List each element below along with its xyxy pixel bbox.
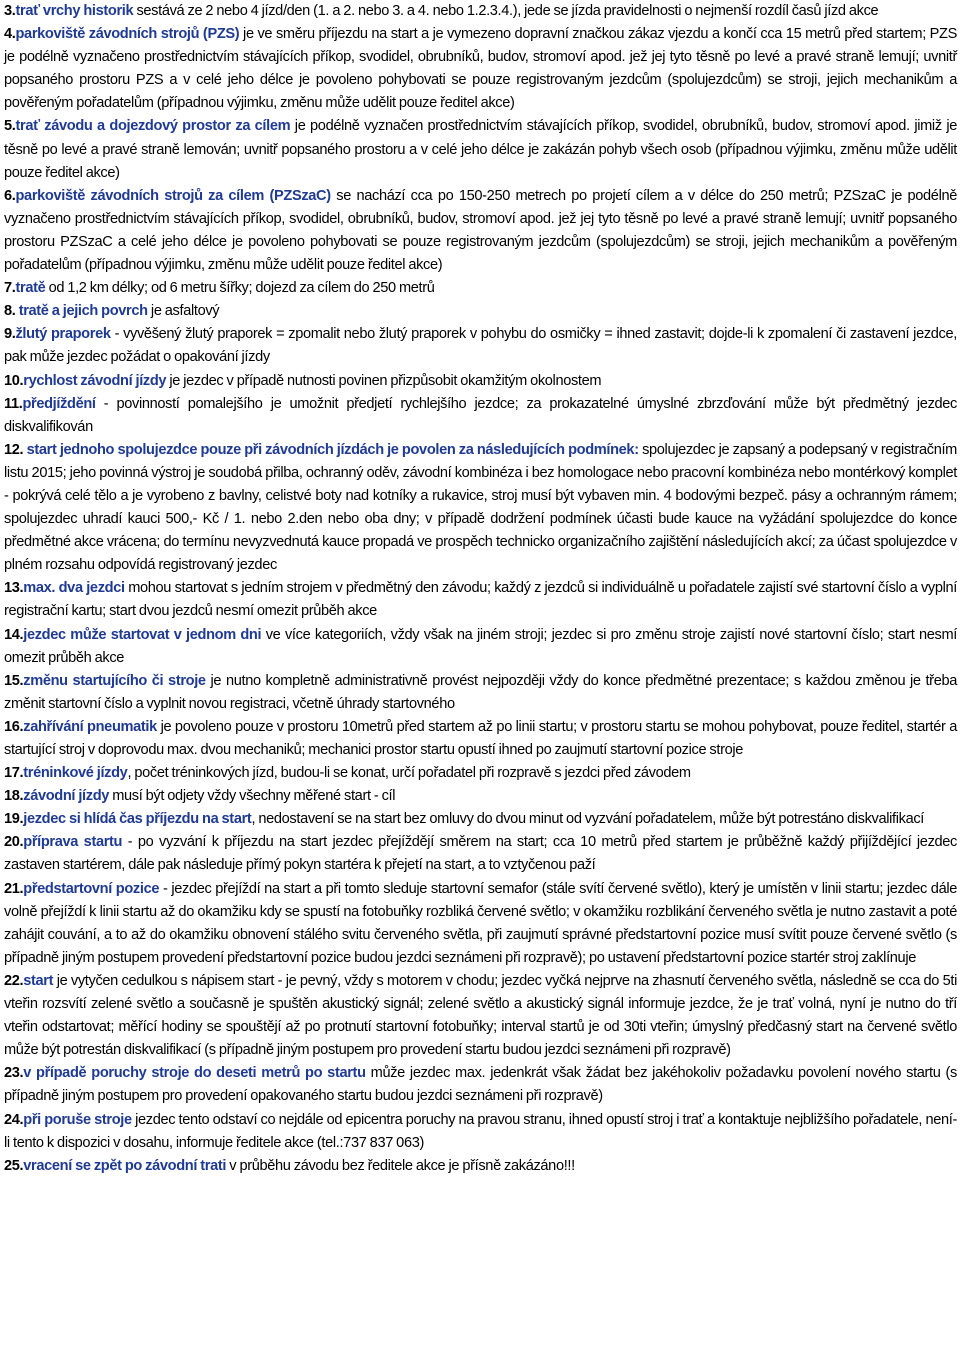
rule-paragraph bbox=[4, 439, 957, 578]
rule-number: 7. bbox=[4, 280, 16, 297]
rule-heading: start jednoho spolujezdce pouze při závodních jízdách je povolen za následujících podmínek: bbox=[26, 441, 639, 458]
rule-paragraph bbox=[4, 808, 957, 831]
rule-paragraph bbox=[4, 1109, 957, 1155]
rule-text: - po vyzvání k příjezdu na start jezdec přejíždějí směrem na start; cca 10 metrů před startem je průběžně každý přijíždějící jezdec zastaven startérem, dále pak následuje přímý pokyn startéra k přejetí na start, a to vztyčenou paží bbox=[4, 834, 957, 874]
rule-text: ve více kategoriích, vždy však na jiném stroji; jezdec si pro změnu stroje zajistí nové startovní číslo; start nesmí omezit průběh akce bbox=[4, 626, 957, 666]
rule-paragraph bbox=[4, 1062, 957, 1108]
rule-paragraph bbox=[4, 185, 957, 277]
rule-paragraph bbox=[4, 23, 957, 115]
rule-heading: rychlost závodní jízdy bbox=[23, 372, 167, 389]
rule-text: spolujezdec je zapsaný a podepsaný v registračním listu 2015; jeho povinná výstroj je soudobá přilba, ochranný oděv, závodní kombinéza i bez homologace nebo pracovní kombinéza nebo montérkový komplet - pokrývá celé tělo a je vyrobeno z bavlny, celistvé boty nad kotníky a rukavice, stroj musí být vybaven min. 4 bodovými bezpeč. pásy a ochranným rámem; spolujezdec uhradí kauci 500,- Kč / 1. nebo 2.den nebo oba dny; v případě dodržení podmínek účasti bude kauce na vyžádání spolujezdce do konce předmětné akce vrácena; do termínu nevyzvednutá kauce propadá ve prospěch technicko organizačního zajištění následujících akcí; za účast spolujezdce v plném rozsahu odpovídá registrovaný jezdec bbox=[4, 441, 957, 574]
rule-paragraph bbox=[4, 323, 957, 369]
rule-paragraph bbox=[4, 762, 957, 785]
rule-text: je ve směru příjezdu na start a je vymezeno dopravní značkou zákaz vjezdu a končí cca 15 metrů před startem; PZS je podélně vyznačeno prostřednictvím stávajících příkop, svodidel, obrubníků, budov, stromoví apod. jež jej tyto těsně po levé a pravé straně lemují; uvnitř popsaného prostoru PZS a v celé jeho délce je povoleno pohybovati se pouze registrovaným jezdcům (spolujezdcům) se stroji, jejich mechanikům a pověřeným pořadatelům (případnou výjimku, změnu může udělit pouze ředitel akce) bbox=[4, 26, 957, 112]
rule-text: je asfaltový bbox=[147, 303, 220, 320]
rule-heading: příprava startu bbox=[23, 834, 123, 851]
rule-paragraph bbox=[4, 300, 957, 323]
rule-paragraph bbox=[4, 831, 957, 877]
rule-heading: max. dva jezdci bbox=[23, 580, 125, 597]
rule-number: 24. bbox=[4, 1111, 24, 1128]
rule-number: 21. bbox=[4, 880, 24, 897]
rule-number: 18. bbox=[4, 788, 24, 805]
rule-text: , nedostavení se na start bez omluvy do dvou minut od vyzvání pořadatelem, může být potrestáno diskvalifikací bbox=[251, 811, 925, 828]
rule-paragraph bbox=[4, 277, 957, 300]
rule-number: 4. bbox=[4, 26, 16, 43]
rule-number: 15. bbox=[4, 672, 24, 689]
rule-heading: trať vrchy historik bbox=[15, 3, 134, 19]
rule-text: může jezdec max. jedenkrát však žádat bez jakéhokoliv požadavku povolení nového startu (s případně jiným postupem pro provedení opakovaného startu budou jezdci seznámeni při rozpravě) bbox=[4, 1065, 957, 1105]
rule-number: 6. bbox=[4, 187, 16, 204]
rule-number: 8. bbox=[4, 303, 19, 320]
rule-heading: vracení se zpět po závodní trati bbox=[23, 1157, 227, 1174]
rule-paragraph bbox=[4, 624, 957, 670]
rule-number: 19. bbox=[4, 811, 24, 828]
rule-paragraph bbox=[4, 670, 957, 716]
rule-text: je povoleno pouze v prostoru 10metrů před startem až po linii startu; v prostoru startu se mohou pohybovat, pouze ředitel, startér a startující stroj v doprovodu max. dvou mechaniků; mechanici prostor startu opustí ihned po zaujmutí startovní pozice stroje bbox=[4, 718, 957, 758]
rule-number: 16. bbox=[4, 718, 24, 735]
rule-text: mohou startovat s jedním strojem v předmětný den závodu; každý z jezdců si individuálně u pořadatele zajistí své startovní číslo a vyplní registrační kartu; start dvou jezdců nesmí omezit průběh akce bbox=[4, 580, 958, 620]
rule-text: , počet tréninkových jízd, budou-li se konat, určí pořadatel při rozpravě s jezdci před závodem bbox=[127, 765, 691, 782]
rule-heading: tratě bbox=[15, 280, 46, 297]
rule-paragraph bbox=[4, 970, 957, 1062]
rule-number: 17. bbox=[4, 765, 24, 782]
rule-number: 25. bbox=[4, 1157, 24, 1174]
rule-paragraph bbox=[4, 785, 957, 808]
rule-heading: v případě poruchy stroje do deseti metrů po startu bbox=[23, 1065, 366, 1082]
rule-heading: předjíždění bbox=[22, 395, 96, 412]
rule-paragraph bbox=[4, 0, 957, 23]
rule-paragraph bbox=[4, 115, 957, 184]
rule-text: v průběhu závodu bez ředitele akce je přísně zakázáno!!! bbox=[226, 1157, 575, 1174]
rule-heading: parkoviště závodních strojů (PZS) bbox=[15, 26, 240, 43]
rule-heading: tréninkové jízdy bbox=[23, 765, 128, 782]
rule-paragraph bbox=[4, 577, 957, 623]
rule-heading: tratě a jejich povrch bbox=[18, 303, 148, 320]
rule-text: jezdec tento odstaví co nejdále od epicentra poruchy na pravou stranu, ihned opustí stroj i trať a kontaktuje nejbližšího pořadatele, není-li tento k dispozici v dosahu, informuje ředitele akce (tel.:737 837 063) bbox=[4, 1111, 957, 1151]
rule-heading: změnu startujícího či stroje bbox=[23, 672, 206, 689]
rule-text: - povinností pomalejšího je umožnit předjetí rychlejšího jezdce; za prokazatelné úmyslné zbrzďování může být předmětný jezdec diskvalifikován bbox=[4, 395, 957, 435]
rule-text: - vyvěšený žlutý praporek = zpomalit nebo žlutý praporek v pohybu do osmičky = ihned zastavit; dojde-li k zpomalení či zastavení jezdce, pak může jezdec požádat o opakování jízdy bbox=[4, 326, 957, 366]
rule-number: 5. bbox=[4, 118, 16, 135]
rule-text: je jezdec v případě nutnosti povinen přizpůsobit okamžitým okolnostem bbox=[166, 372, 602, 389]
rule-number: 11. bbox=[4, 395, 23, 412]
rule-text: je nutno kompletně administrativně provést nejpozději vždy do konce předmětné prezentace; s každou změnou je třeba změnit startovní číslo a vyplnit novou registraci, včetně úhrady startovného bbox=[4, 672, 957, 712]
rule-heading: žlutý praporek bbox=[15, 326, 111, 343]
rule-text: je podélně vyznačen prostřednictvím stávajících příkop, svodidel, obrubníků, budov, stromoví apod. jimiž je těsně po levé a pravé straně lemován; uvnitř popsaného prostoru a v celé jeho délce je zakázán pohyb všech osob (případnou výjimku, změnu může udělit pouze ředitel akce) bbox=[4, 118, 958, 181]
rule-text: sestává ze 2 nebo 4 jízd/den (1. a 2. nebo 3. a 4. nebo 1.2.3.4.), jede se jízda pravidelnosti o nejmenší rozdíl časů jízd akce bbox=[133, 3, 879, 19]
rule-number: 20. bbox=[4, 834, 24, 851]
rule-heading: předstartovní pozice bbox=[23, 880, 160, 897]
rule-text: od 1,2 km délky; od 6 metru šířky; dojezd za cílem do 250 metrů bbox=[45, 280, 435, 297]
rule-text: se nachází cca po 150-250 metrech po projetí cílem a v délce do 250 metrů; PZSzaC je podélně vyznačeno prostřednictvím stávajících příkop, svodidel, obrubníků, budov, stromoví apod. jež jej tyto těsně po levé a pravé straně lemují; uvnitř popsaného prostoru PZSzaC a celé jeho délce je povoleno pohybovati se pouze registrovaným jezdcům (spolujezdcům) se stroji, jejich mechanikům a pověřeným pořadatelům (případnou výjimku, změnu může udělit pouze ředitel akce) bbox=[4, 187, 957, 274]
rule-heading: start bbox=[23, 972, 54, 989]
rule-text: musí být odjety vždy všechny měřené start - cíl bbox=[109, 788, 396, 805]
rule-paragraph bbox=[4, 878, 957, 970]
rules-list bbox=[4, 0, 957, 1178]
rule-number: 3. bbox=[4, 3, 16, 19]
rule-heading: trať závodu a dojezdový prostor za cílem bbox=[15, 118, 291, 135]
rule-heading: parkoviště závodních strojů za cílem (PZSzaC) bbox=[15, 187, 331, 204]
rule-heading: zahřívání pneumatik bbox=[23, 718, 157, 735]
rule-heading: jezdec si hlídá čas příjezdu na start bbox=[23, 811, 252, 828]
rule-number: 9. bbox=[4, 326, 16, 343]
rule-number: 10. bbox=[4, 372, 24, 389]
rule-text: je vytyčen cedulkou s nápisem start - je pevný, vždy s motorem v chodu; jezdec vyčká nejprve na zhasnutí červeného světla, následně se cca do 5ti vteřin rozsvítí zelené světlo a současně je spuštěn akustický signál; zelené světlo a akustický signál informuje jezdce, že je trať volná, nyní je nutno do tří vteřin odstartovat; měřící hodiny se spouštějí až po protnutí startovní fotobuňky; interval startů je od 30ti vteřin; úmyslný předčasný start na červené světlo může být potrestán diskvalifikací (s případně jiným postupem pro provedení startu budou jezdci seznámeni při rozpravě) bbox=[4, 972, 957, 1059]
rule-number: 14. bbox=[4, 626, 24, 643]
rule-paragraph bbox=[4, 393, 957, 439]
rule-heading: při poruše stroje bbox=[23, 1111, 132, 1128]
rule-number: 22. bbox=[4, 972, 24, 989]
rule-paragraph bbox=[4, 370, 957, 393]
rule-number: 23. bbox=[4, 1065, 24, 1082]
rule-paragraph bbox=[4, 1155, 957, 1178]
rule-paragraph bbox=[4, 716, 957, 762]
rule-number: 13. bbox=[4, 580, 24, 597]
rule-text: - jezdec přejíždí na start a při tomto sleduje startovní semafor (stále svítí červené světlo), který je umístěn v linii startu; jezdec dále volně přejíždí k linii startu až do okamžiku kdy se spustí na fotobuňky rozbliká červené světlo; v okamžiku rozblikání červeného světla je nutno zastavit a poté zahájit couvání, a to až do okamžiku obnovení stálého svitu červeného světla, při zaujmutí správné předstartovní pozice musí svítit pouze červené světlo (s případně jiným postupem provedení předstartovní pozice budou jezdci seznámeni při rozpravě); po ustavení předstartovní pozice startér stroj zaklínuje bbox=[4, 880, 957, 966]
rule-heading: závodní jízdy bbox=[23, 788, 110, 805]
rule-heading: jezdec může startovat v jednom dni bbox=[23, 626, 262, 643]
rule-number: 12. bbox=[4, 441, 27, 458]
